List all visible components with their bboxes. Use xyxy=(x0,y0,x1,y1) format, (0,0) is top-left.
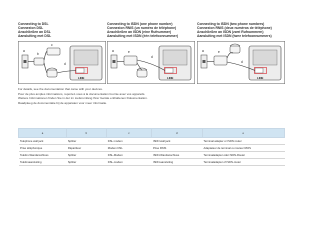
isdn-wall-jack-icon xyxy=(111,55,117,68)
table-row xyxy=(19,159,285,166)
printer-icon xyxy=(70,46,102,80)
column-header: c xyxy=(106,129,151,138)
heading-isdn-two-numbers: Connecting to ISDN (two phone numbers) Connexion RNIS (deux numéros de téléphone) Anschließen an ISDN (zwei Rufnummern) Aansluiting met ISDN (twee telefoonnummers) xyxy=(197,22,272,38)
table-cell: DSL modem xyxy=(106,138,151,145)
table-cell: ISDN-Wandanschluss xyxy=(151,152,202,159)
heading-isdn-one-number: Connecting to ISDN (one phone number) Connexion RNIS (un numéro de téléphone) Anschließen an ISDN (eine Rufnummer) Aansluiting met ISDN (één telefoonnummer) xyxy=(107,22,179,38)
table-cell: Terminaladapter oder ISDN-Router xyxy=(202,152,284,159)
table-cell: Répartiteur xyxy=(66,145,106,152)
isdn-two-numbers-diagram xyxy=(197,41,285,84)
callout-b-label: b xyxy=(37,52,39,56)
legend-header-row xyxy=(19,129,285,138)
splitter-icon xyxy=(34,58,44,65)
table-cell: DSL-Modem xyxy=(106,152,151,159)
line-port-label: LINE xyxy=(257,76,264,80)
terminal-adapter-icon xyxy=(124,56,137,65)
isdn-one-number-diagram xyxy=(107,41,195,84)
callout-a-label: a xyxy=(23,49,25,53)
printer-icon xyxy=(159,46,191,80)
line-port-label: LINE xyxy=(78,76,85,80)
telephone-wall-jack-icon xyxy=(22,55,28,68)
table-cell: Splitter xyxy=(66,159,106,166)
column-header: e xyxy=(202,129,284,138)
legend-table xyxy=(18,128,285,166)
line-port-label: LINE xyxy=(167,76,174,80)
printer-icon xyxy=(249,46,281,80)
callout-d-label: d xyxy=(241,60,243,64)
callout-d-label: d xyxy=(151,55,153,59)
table-row xyxy=(19,152,285,159)
heading-dsl: Connecting to DSL Connexion DSL Anschließen an DSL Aansluiting met DSL xyxy=(18,22,52,38)
table-row xyxy=(19,138,285,145)
table-cell: Prise téléphonique xyxy=(19,145,67,152)
table-cell: Telefonaansluiting xyxy=(19,159,67,166)
dsl-modem-icon xyxy=(47,48,60,55)
table-cell: ISDN wall jack xyxy=(151,138,202,145)
callout-a-label: a xyxy=(112,49,114,53)
table-cell: Adaptateur de terminal ou routeur RNIS xyxy=(202,145,284,152)
callout-e-label: e xyxy=(218,50,220,54)
table-cell: Terminal adapter or ISDN router xyxy=(202,138,284,145)
table-cell: DSL-modem xyxy=(106,159,151,166)
table-cell: Splitter xyxy=(66,138,106,145)
dsl-connection-diagram xyxy=(18,41,106,84)
column-header: b xyxy=(66,129,106,138)
table-cell: Telephone wall jack xyxy=(19,138,67,145)
table-cell: Telefon-Wandanschluss xyxy=(19,152,67,159)
table-cell: Modem DSL xyxy=(106,145,151,152)
table-cell: Terminaladapter of ISDN-router xyxy=(202,159,284,166)
callout-a-label: a xyxy=(202,49,204,53)
documentation-note: For details, see the documentation that came with your devices. Pour de plus amples informations, reportez-vous à la documentation fournie avec vos appareils. Weitere Informationen finden Sie in der im Lieferumfang Ihrer Geräte enthaltenen Dokumentation. Raadpleeg de documentatie bij de apparaten voor meer informatie. xyxy=(18,87,148,105)
column-header: d xyxy=(151,129,202,138)
table-row xyxy=(19,145,285,152)
callout-d-label: d xyxy=(64,62,66,66)
table-cell: Prise RNIS xyxy=(151,145,202,152)
callout-e-label: e xyxy=(128,50,130,54)
column-header: a xyxy=(19,129,67,138)
terminal-adapter-icon xyxy=(214,56,227,65)
table-cell: ISDN-aansluiting xyxy=(151,159,202,166)
callout-c-label: c xyxy=(51,43,53,47)
table-cell: Splitter xyxy=(66,152,106,159)
isdn-wall-jack-icon xyxy=(201,55,207,68)
